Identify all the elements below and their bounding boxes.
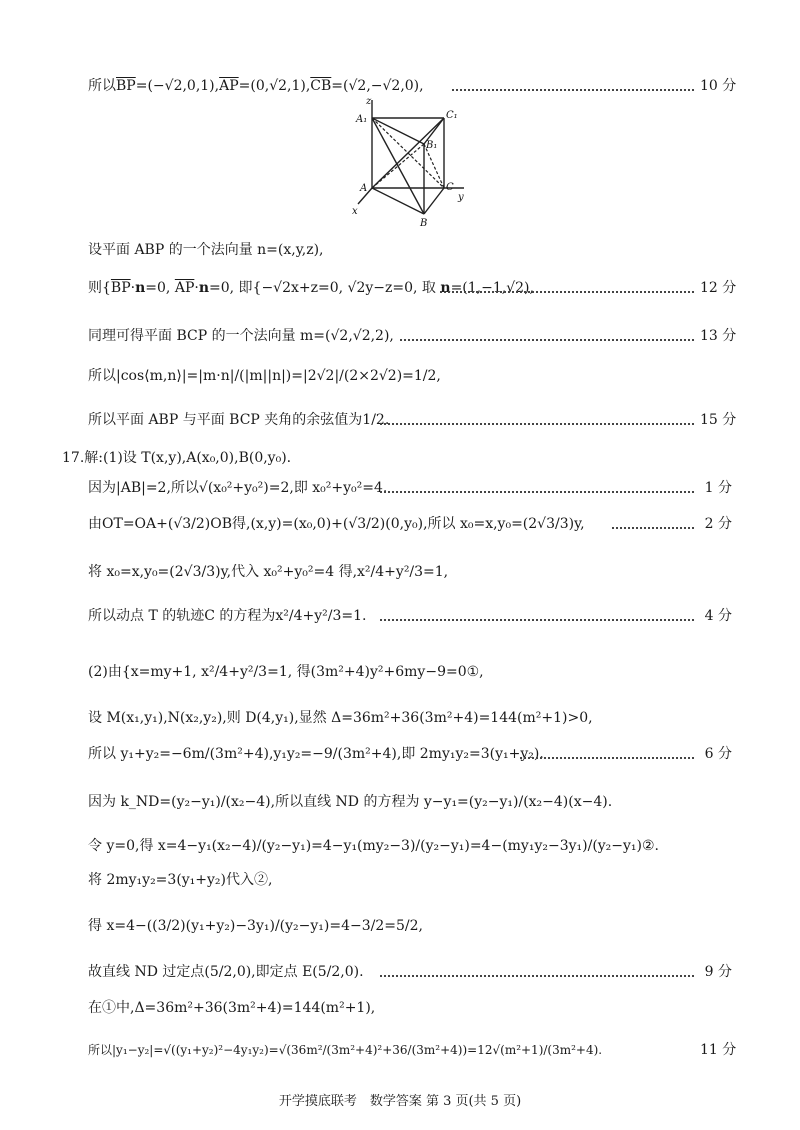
score-11: 11 分	[700, 1042, 737, 1058]
label-a1: A₁	[356, 114, 368, 125]
score-1: 1 分	[704, 480, 732, 496]
line-10: 将 x₀=x,y₀=(2√3/3)y,代入 x₀²+y₀²=4 得,x²/4+y²/3=1,	[88, 564, 449, 580]
score-15: 15 分	[700, 412, 737, 428]
label-z: z	[366, 96, 372, 107]
line-7: 17.解:(1)设 T(x,y),A(x₀,0),B(0,y₀).	[62, 450, 292, 466]
score-2: 2 分	[704, 516, 732, 532]
prism-figure	[340, 96, 480, 231]
page-footer: 开学摸底联考 数学答案 第 3 页(共 5 页)	[278, 1094, 522, 1109]
line-12: (2)由{x=my+1, x²/4+y²/3=1, 得(3m²+4)y²+6my−9=0①,	[88, 664, 484, 680]
score-13: 13 分	[700, 328, 737, 344]
line-15: 因为 k_ND=(y₂−y₁)/(x₂−4),所以直线 ND 的方程为 y−y₁=(y₂−y₁)/(x₂−4)(x−4).	[88, 794, 613, 810]
line-20: 在①中,Δ=36m²+36(3m²+4)=144(m²+1),	[88, 1000, 376, 1016]
line-14: 所以 y₁+y₂=−6m/(3m²+4),y₁y₂=−9/(3m²+4),即 2my₁y₂=3(y₁+y₂).	[88, 746, 544, 762]
label-y: y	[458, 192, 464, 203]
line-9: 由OT=OA+(√3/2)OB得,(x,y)=(x₀,0)+(√3/2)(0,y₀),所以 x₀=x,y₀=(2√3/3)y,	[88, 516, 585, 532]
line-21: 所以|y₁−y₂|=√((y₁+y₂)²−4y₁y₂)=√(36m²/(3m²+4)²+36/(3m²+4))=12√(m²+1)/(3m²+4).	[88, 1043, 603, 1057]
line-13: 设 M(x₁,y₁),N(x₂,y₂),则 D(4,y₁),显然 Δ=36m²+36(3m²+4)=144(m²+1)>0,	[88, 710, 593, 726]
label-x: x	[352, 206, 358, 217]
line-1: 所以$\overline{BP}=(-√2,0,1),\overline{AP}=(0,√2,1),\overline{CB}=(√2,-√2,0)$,	[88, 78, 424, 94]
label-b: B	[420, 218, 428, 229]
line-19: 故直线 ND 过定点(5/2,0),即定点 E(5/2,0).	[88, 964, 364, 980]
line-2: 设平面 ABP 的一个法向量 n=(x,y,z),	[88, 242, 324, 258]
line-5: 所以|cos⟨m,n⟩|=|m·n|/(|m||n|)=|2√2|/(2×2√2)=1/2,	[88, 368, 441, 384]
score-9: 9 分	[704, 964, 732, 980]
label-b1: B₁	[426, 140, 438, 151]
label-c: C	[446, 182, 454, 193]
line-8: 因为|AB|=2,所以√(x₀²+y₀²)=2,即 x₀²+y₀²=4.	[88, 480, 388, 496]
line-3: 则{$\overline{BP}\cdot n=0$, $\overline{AP}\cdot n=0$, 即{−√2x+z=0, √2y−z=0, 取 n=(1,−1,√2),	[88, 280, 534, 296]
line-11: 所以动点 T 的轨迹C 的方程为x²/4+y²/3=1.	[88, 608, 367, 624]
label-c1: C₁	[446, 110, 458, 121]
line-16: 令 y=0,得 x=4−y₁(x₂−4)/(y₂−y₁)=4−y₁(my₂−3)/(y₂−y₁)=4−(my₁y₂−3y₁)/(y₂−y₁)②.	[88, 838, 660, 854]
label-a: A	[360, 183, 368, 194]
line-6: 所以平面 ABP 与平面 BCP 夹角的余弦值为1/2.	[88, 412, 390, 428]
score-6: 6 分	[704, 746, 732, 762]
line-17: 将 2my₁y₂=3(y₁+y₂)代入②,	[88, 872, 273, 888]
score-4: 4 分	[704, 608, 732, 624]
line-18: 得 x=4−((3/2)(y₁+y₂)−3y₁)/(y₂−y₁)=4−3/2=5/2,	[88, 918, 423, 934]
score-12: 12 分	[700, 280, 737, 296]
score-10: 10 分	[700, 78, 737, 94]
line-4: 同理可得平面 BCP 的一个法向量 m=(√2,√2,2),	[88, 328, 394, 344]
